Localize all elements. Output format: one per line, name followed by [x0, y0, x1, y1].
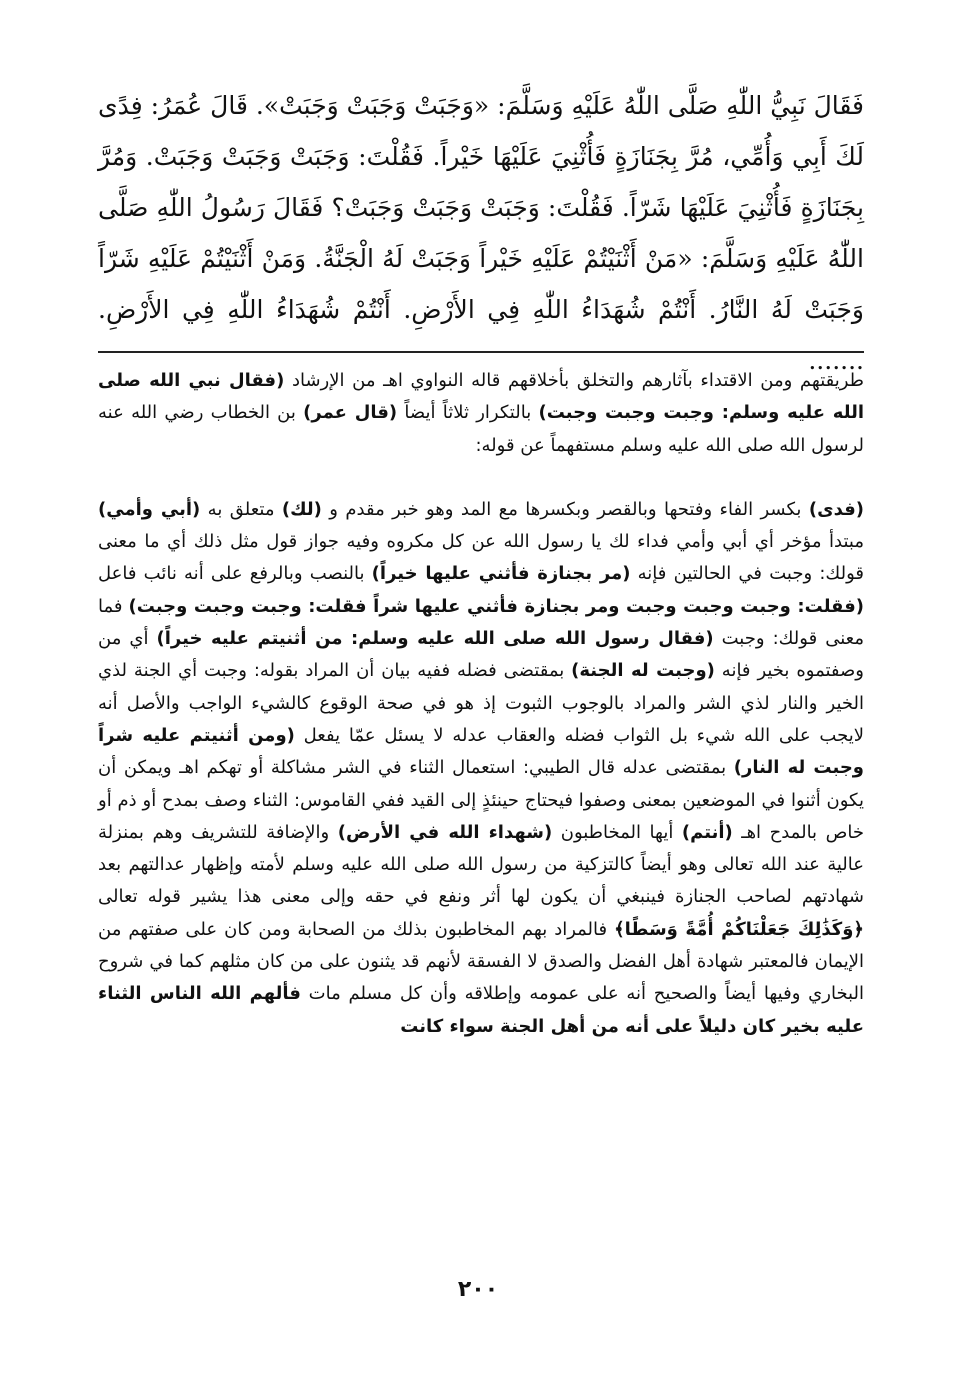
- bold-quote-run: (أبي وأمي): [98, 498, 201, 520]
- bold-quote-run: (فقلت: وجبت وجبت وجبت ومر بجنازة فأثني عليها شراً فقلت: وجبت وجبت وجبت): [128, 595, 865, 617]
- text-run: بمقتضى فضله ففيه بيان أن المراد بقوله: وجبت أي الجنة لذي الخير والنار لذي الشر والمراد بالوجوب الثبوت إذ هو في صحة الوقوع كالشيء الواجب والأصل أنه لايجب على الله شيء بل الثواب فضله والعقاب عدله لا يسئل عمّا يفعل: [98, 660, 864, 746]
- commentary-paragraph-2: [98, 494, 864, 1043]
- text-run: متعلق به: [200, 498, 282, 520]
- bold-quote-run: (أنتم): [681, 821, 733, 843]
- bold-quote-run: فألهم الله الناس الثناء عليه بخير كان دليلاً على أنه من أهل الجنة سواء كانت: [98, 983, 864, 1037]
- text-run: طريقتهم ومن الاقتداء بآثارهم والتخلق بأخلاقهم قاله النواوي اهـ من الإرشاد: [284, 370, 864, 391]
- text-run: أيها المخاطبون: [552, 821, 682, 843]
- text-run: والإضافة للتشريف وهم بمنزلة عالية عند الله تعالى وهو أيضاً كالتزكية من رسول الله صلى الله عليه وسلم لأمته وإظهار عدالتهم بعد شهادتهم لصاحب الجنازة فينبغي أن يكون لها أثر ونفع في حقه وإلى معنى هذا يشير قوله تعالى: [98, 821, 864, 908]
- bold-quote-run: (شهداء الله في الأرض): [337, 821, 553, 843]
- bold-quote-run: (فقال نبي الله صلى الله عليه وسلم: وجبت وجبت وجبت): [98, 370, 864, 424]
- text-run: بكسر الفاء وفتحها وبالقصر وبكسرها مع المد وهو خبر مقدم و: [321, 498, 809, 520]
- text-run: بن الخطاب رضي الله عنه لرسول الله صلى الله عليه وسلم مستفهماً عن قوله:: [98, 402, 864, 456]
- text-run: مبتدأ مؤخر أي أبي وأمي فداء لك يا رسول الله عن كل مكروه وفيه جواز قول مثل ذلك أي ما معنى قولك: وجبت في الحالتين فإنه: [98, 531, 864, 585]
- bold-quote-run: (فقال رسول الله صلى الله عليه وسلم: من أثنيتم عليه خيراً): [156, 628, 714, 650]
- text-run: أي من وصفتموه بخير فإنه: [98, 628, 864, 682]
- text-run: فما معنى قولك: وجبت: [98, 595, 864, 650]
- bold-quote-run: (وجبت له الجنة): [571, 660, 715, 682]
- hadith-text: فَقَالَ نَبِيُّ اللّٰهِ صَلَّى اللّٰهُ عَلَيْهِ وَسَلَّمَ: «وَجَبَتْ وَجَبَتْ وَجَبَتْ». قَالَ عُمَرُ: فِدًى لَكَ أَبِي وَأُمِّي، مُرَّ بِجَنَازَةٍ فَأُثْنِيَ عَلَيْهَا خَيْراً. فَقُلْتَ: وَجَبَتْ وَجَبَتْ وَجَبَتْ. وَمُرَّ بِجَنَازَةٍ فَأُثْنِيَ عَلَيْهَا شَرّاً. فَقُلْتَ: وَجَبَتْ وَجَبَتْ وَجَبَتْ؟ فَقَالَ رَسُولُ اللّٰهِ صَلَّى اللّٰهُ عَلَيْهِ وَسَلَّمَ: «مَنْ أَثْنَيْتُمْ عَلَيْهِ خَيْراً وَجَبَتْ لَهُ الْجَنَّةُ. وَمَنْ أَثْنَيْتُمْ عَلَيْهِ شَرّاً وَجَبَتْ لَهُ النَّارُ. أَنْتُمْ شُهَدَاءُ اللّٰهِ فِي الأَرْضِ. أَنْتُمْ شُهَدَاءُ اللّٰهِ فِي الأَرْضِ. .......: [98, 91, 864, 375]
- page-number: ٢٠٠: [457, 1277, 499, 1302]
- bold-quote-run: (ومن أثنيتم عليه شراً وجبت له النار): [98, 724, 864, 779]
- bold-quote-run: ﴿وَكَذَٰلِكَ جَعَلْنَاكُمْ أُمَّةً وَسَطًا﴾: [614, 918, 864, 940]
- text-run: فالمراد بهم المخاطبون بذلك من الصحابة ومن كان على صفتهم من الإيمان فالمعتبر شهادة أهل الفضل والصدق لا الفسقة لأنهم قد يثنون على من كان مثلهم كما في شروح البخاري وفيها أيضاً والصحيح أنه على عمومه وإطلاقه وأن كل مسلم مات: [98, 918, 864, 1005]
- bold-quote-run: (قال عمر): [303, 402, 398, 424]
- text-run: بالنصب وبالرفع على أنه نائب فاعل: [98, 563, 372, 585]
- bold-quote-run: (لك): [281, 498, 322, 520]
- text-run: بمقتضى عدله قال الطيبي: استعمال الثناء في الشر مشاكلة أو تهكم اهـ ويمكن أن يكون أثنوا في الموضعين بمعنى وصفوا فيحتاج حينئذٍ إلى القيد ففي القاموس: الثناء وصف بمدح أو ذم أو خاص بالمدح اهـ: [98, 757, 864, 843]
- commentary: [98, 365, 864, 1043]
- footnote-divider: [98, 351, 864, 353]
- bold-quote-run: (مر بجنازة فأثني عليها خيراً): [371, 563, 631, 585]
- text-run: بالتكرار ثلاثاً أيضاً: [397, 402, 539, 424]
- commentary-paragraph-1: [98, 365, 864, 462]
- bold-quote-run: (فدى): [808, 498, 864, 520]
